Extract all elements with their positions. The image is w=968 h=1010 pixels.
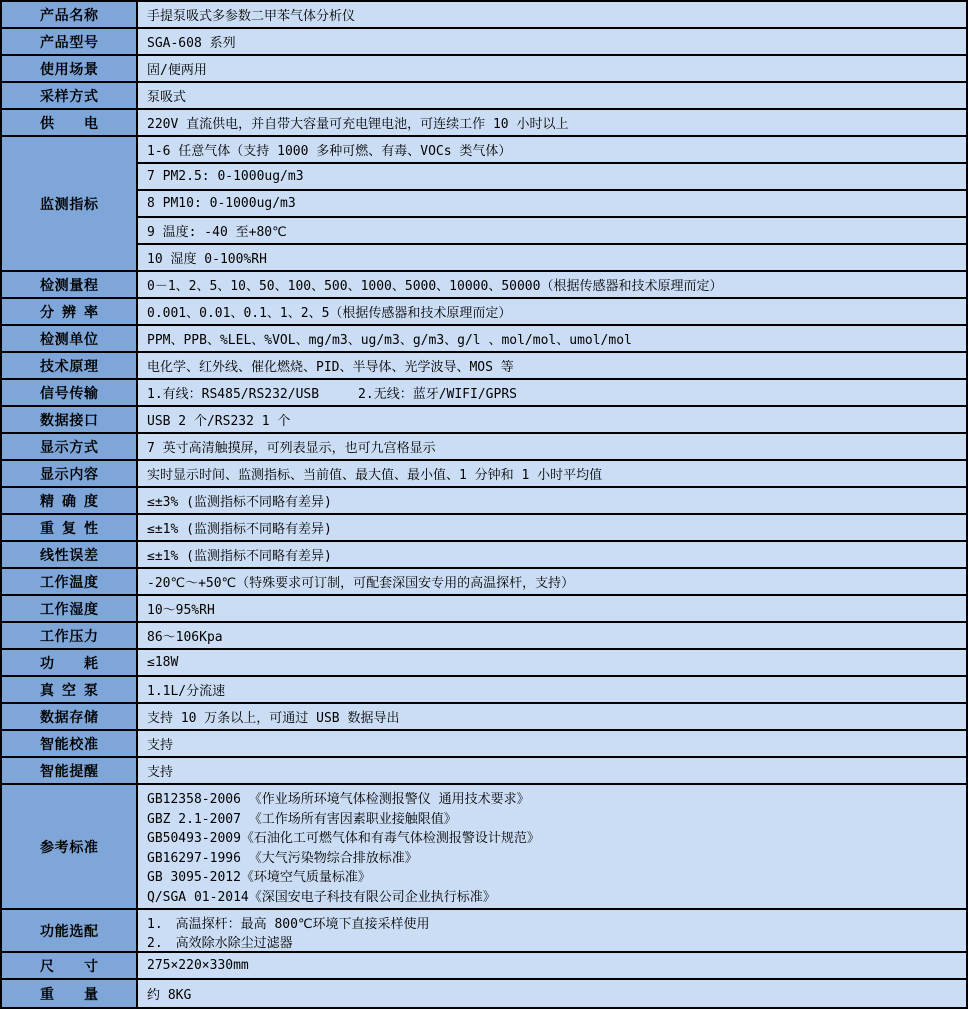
spec-label [2, 137, 138, 270]
spec-value: 1.有线：RS485/RS232/USB 2.无线：蓝牙/WIFI/GPRS [138, 380, 966, 405]
spec-label [2, 758, 138, 783]
spec-label [2, 650, 138, 675]
spec-value: 275×220×330mm [138, 953, 966, 978]
spec-label [2, 380, 138, 405]
spec-label-text: 产品名称 [40, 7, 98, 24]
spec-value: USB 2 个/RS232 1 个 [138, 407, 966, 432]
table-row-optional-features [2, 910, 966, 953]
spec-value: PPM、PPB、%LEL、%VOL、mg/m3、ug/m3、g/m3、g/l 、mol/mol、umol/mol [138, 326, 966, 351]
spec-label [2, 272, 138, 297]
spec-label-text: 信号传输 [40, 385, 98, 402]
monitor-indicator-list [138, 137, 966, 270]
spec-label-text: 技术原理 [40, 358, 98, 375]
spec-label-text: 尺寸 [40, 958, 98, 975]
spec-label-text: 供电 [40, 115, 98, 132]
optional-feature-item: 2. 高效除水除尘过滤器 [147, 936, 293, 951]
spec-label [2, 2, 138, 27]
table-row-monitor-indicators [2, 137, 966, 272]
spec-label-text: 线性误差 [40, 547, 98, 564]
reference-standard-list [138, 785, 966, 908]
spec-value: 手提泵吸式多参数二甲苯气体分析仪 [138, 2, 966, 27]
spec-value: 220V 直流供电，并自带大容量可充电锂电池，可连续工作 10 小时以上 [138, 110, 966, 135]
spec-value: 支持 [138, 731, 966, 756]
spec-label-text: 采样方式 [40, 88, 98, 105]
monitor-indicator-item: 10 湿度 0-100%RH [138, 245, 966, 270]
spec-value: 0－1、2、5、10、50、100、500、1000、5000、10000、50000（根据传感器和技术原理而定） [138, 272, 966, 297]
standard-item: GBZ 2.1-2007 《工作场所有害因素职业接触限值》 [147, 811, 457, 827]
spec-label-text: 功能选配 [40, 923, 98, 940]
table-row [2, 56, 966, 83]
spec-label [2, 569, 138, 594]
spec-label [2, 299, 138, 324]
standard-item: GB16297-1996 《大气污染物综合排放标准》 [147, 850, 418, 866]
table-row [2, 542, 966, 569]
table-row [2, 488, 966, 515]
table-row [2, 953, 966, 980]
spec-label [2, 953, 138, 978]
spec-label [2, 515, 138, 540]
spec-value: ≤±1% (监测指标不同略有差异) [138, 542, 966, 567]
table-row [2, 515, 966, 542]
monitor-indicator-item: 9 温度: -40 至+80℃ [138, 218, 966, 245]
table-row [2, 110, 966, 137]
spec-value: 0.001、0.01、0.1、1、2、5（根据传感器和技术原理而定） [138, 299, 966, 324]
spec-label [2, 910, 138, 951]
spec-label-text: 数据存储 [40, 709, 98, 726]
spec-label-text: 使用场景 [40, 61, 98, 78]
spec-label [2, 623, 138, 648]
spec-label-text: 智能提醒 [40, 763, 98, 780]
table-row [2, 596, 966, 623]
spec-label [2, 353, 138, 378]
spec-value: ≤±1% (监测指标不同略有差异) [138, 515, 966, 540]
spec-label [2, 83, 138, 108]
spec-label-text: 工作湿度 [40, 601, 98, 618]
table-row [2, 677, 966, 704]
spec-value: 约 8KG [138, 980, 966, 1007]
spec-label-text: 检测单位 [40, 331, 98, 348]
standard-item: GB12358-2006 《作业场所环境气体检测报警仪 通用技术要求》 [147, 792, 530, 808]
spec-label-text: 显示方式 [40, 439, 98, 456]
spec-label-text: 功耗 [40, 655, 98, 672]
spec-value: -20℃～+50℃（特殊要求可订制，可配套深国安专用的高温探杆，支持） [138, 569, 966, 594]
spec-value: 电化学、红外线、催化燃烧、PID、半导体、光学波导、MOS 等 [138, 353, 966, 378]
spec-label-text: 重复性 [40, 520, 98, 537]
spec-label [2, 785, 138, 908]
table-row-reference-standards [2, 785, 966, 910]
spec-label-text: 监测指标 [40, 196, 98, 213]
spec-value: 实时显示时间、监测指标、当前值、最大值、最小值、1 分钟和 1 小时平均值 [138, 461, 966, 486]
spec-label-text: 检测量程 [40, 277, 98, 294]
table-row [2, 980, 966, 1007]
spec-label [2, 596, 138, 621]
spec-label-text: 工作压力 [40, 628, 98, 645]
spec-label-text: 精确度 [40, 493, 98, 510]
spec-label [2, 731, 138, 756]
spec-value: ≤18W [138, 650, 966, 675]
spec-label [2, 704, 138, 729]
spec-label-text: 分辨率 [40, 304, 98, 321]
table-row [2, 731, 966, 758]
monitor-indicator-item: 1-6 任意气体（支持 1000 多种可燃、有毒、VOCs 类气体） [138, 137, 966, 164]
table-row [2, 299, 966, 326]
table-row [2, 380, 966, 407]
table-row [2, 83, 966, 110]
spec-value: SGA-608 系列 [138, 29, 966, 54]
table-row [2, 2, 966, 29]
spec-value: 1.1L/分流速 [138, 677, 966, 702]
spec-value: ≤±3% (监测指标不同略有差异) [138, 488, 966, 513]
spec-label [2, 434, 138, 459]
spec-label-text: 真空泵 [40, 682, 98, 699]
spec-value: 支持 10 万条以上，可通过 USB 数据导出 [138, 704, 966, 729]
table-row [2, 326, 966, 353]
table-row [2, 623, 966, 650]
table-row [2, 704, 966, 731]
standard-item: GB 3095-2012《环境空气质量标准》 [147, 870, 371, 886]
table-row [2, 650, 966, 677]
spec-label-text: 显示内容 [40, 466, 98, 483]
optional-feature-list [138, 910, 966, 951]
spec-label-text: 工作温度 [40, 574, 98, 591]
spec-label-text: 智能校准 [40, 736, 98, 753]
table-row [2, 272, 966, 299]
spec-label-text: 重量 [40, 986, 98, 1003]
spec-label [2, 677, 138, 702]
spec-label [2, 326, 138, 351]
spec-label [2, 461, 138, 486]
standard-item: GB50493-2009《石油化工可燃气体和有毒气体检测报警设计规范》 [147, 831, 540, 847]
monitor-indicator-item: 8 PM10: 0-1000ug/m3 [138, 191, 966, 218]
spec-label-text: 数据接口 [40, 412, 98, 429]
spec-label [2, 110, 138, 135]
spec-label [2, 542, 138, 567]
table-row [2, 758, 966, 785]
spec-label-text: 产品型号 [40, 34, 98, 51]
table-row [2, 407, 966, 434]
spec-label [2, 29, 138, 54]
spec-value: 支持 [138, 758, 966, 783]
table-row [2, 353, 966, 380]
standard-item: Q/SGA 01-2014《深国安电子科技有限公司企业执行标准》 [147, 889, 496, 905]
spec-value: 泵吸式 [138, 83, 966, 108]
spec-value: 7 英寸高清触摸屏，可列表显示，也可九宫格显示 [138, 434, 966, 459]
table-row [2, 434, 966, 461]
monitor-indicator-item: 7 PM2.5: 0-1000ug/m3 [138, 164, 966, 191]
spec-label-text: 参考标准 [40, 839, 98, 856]
spec-label [2, 407, 138, 432]
table-row [2, 29, 966, 56]
spec-label [2, 488, 138, 513]
spec-value: 固/便两用 [138, 56, 966, 81]
spec-value: 86～106Kpa [138, 623, 966, 648]
spec-label [2, 980, 138, 1007]
spec-label [2, 56, 138, 81]
optional-feature-item: 1. 高温探杆：最高 800℃环境下直接采样使用 [147, 917, 430, 932]
table-row [2, 461, 966, 488]
table-row [2, 569, 966, 596]
spec-value: 10～95%RH [138, 596, 966, 621]
